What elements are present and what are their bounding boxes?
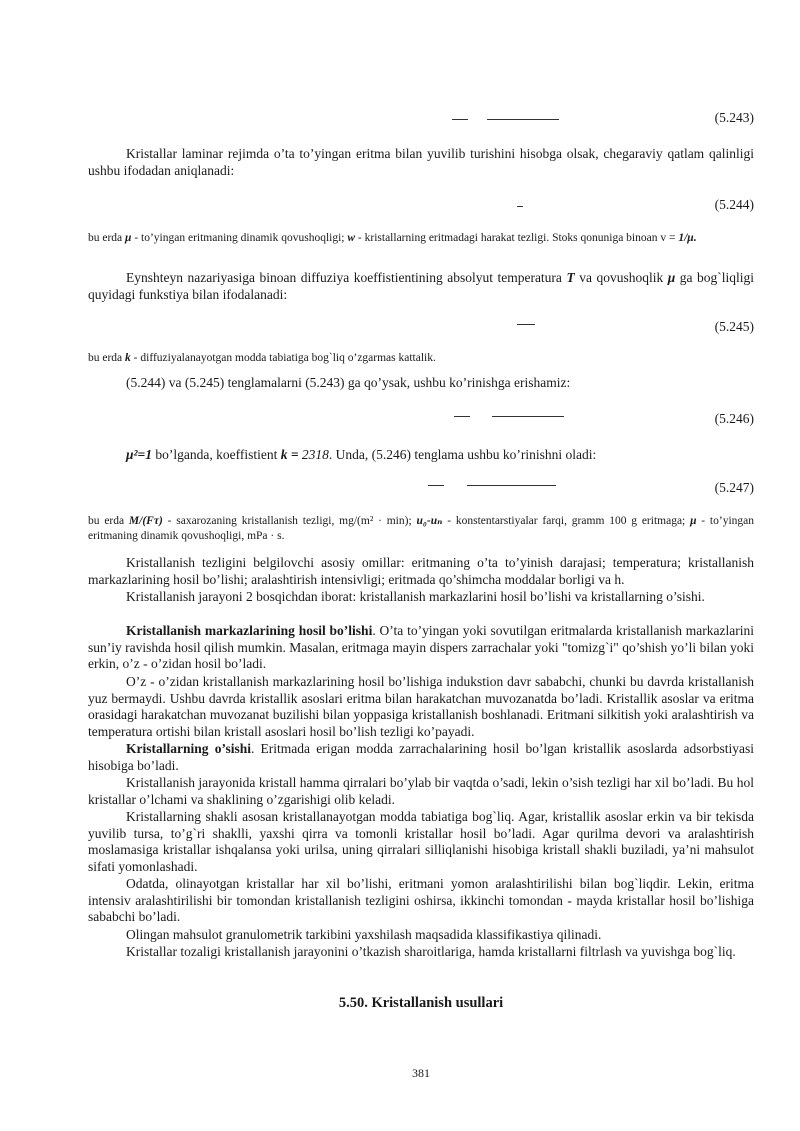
paragraph: Eynshteyn nazariyasiga binoan diffuziya koeffistientining absolyut temperatura T va qovushoqlik μ ga bog`liqligi quyidagi funkstiya bilan ifodalanadi: [88,270,754,302]
paragraph: μ²=1 bo’lganda, koeffistient k = 2318. Unda, (5.246) tenglama ushbu ko’rinishni oladi: [126,447,597,462]
equation-number: (5.246) [714,411,754,426]
paragraph: (5.244) va (5.245) tenglamalarni (5.243) ga qo’ysak, ushbu ko’rinishga erishamiz: [126,375,571,390]
document-page [88,0,754,1131]
equation-note: bu erda k - diffuziyalanayotgan modda tabiatiga bog`liq o’zgarmas kattalik. [88,352,436,364]
page-number: 381 [412,1066,430,1080]
paragraph: Kristallanish jarayonida kristall hamma qirralari bo’ylab bir vaqtda o’sadi, lekin o’sish tezligi har xil bo’ladi. Bu hol kristallar o’lchami va shaklining o’zgarishigi olib keladi. [88,775,754,807]
paragraph: Kristallanish markazlarining hosil bo’lishi. O’ta to’yingan yoki sovutilgan eritmalarda kristallanish markazlarini sun’iy ravishda hosil qilish mumkin. Masalan, eritmaga mayin dispers zarrachalar yoki "tomizg`i" qo’shish yo’li bilan yoki erkin, o’z - o’zidan hosil bo’ladi. [88,623,754,672]
paragraph: Kristallar tozaligi kristallanish jarayonini o’tkazish sharoitlariga, hamda kristallarni filtrlash va yuvishga bog`liq. [126,944,736,959]
paragraph: Kristallar laminar rejimda o’ta to’yingan eritma bilan yuvilib turishini hisobga olsak, chegaraviy qatlam qalinligi ushbu ifodadan aniqlanadi: [88,146,754,178]
fraction-bar [454,416,470,417]
paragraph: Kristallanish tezligini belgilovchi asosiy omillar: eritmaning o’ta to’yinish darajasi; temperatura; kristallanish markazlarining hosil bo’lishi; aralashtirish intensivligi; eritmada qo’shimcha moddalar borligi va h. [88,555,754,587]
fraction-bar [517,324,535,325]
fraction-bar [487,119,559,120]
paragraph: Olingan mahsulot granulometrik tarkibini yaxshilash maqsadida klassifikastiya qilinadi. [126,927,602,942]
equation-5-245 [88,319,754,339]
equation-number: (5.247) [714,480,754,495]
equation-number: (5.245) [714,319,754,334]
fraction-bar [428,485,444,486]
equation-number: (5.243) [714,110,754,125]
fraction-bar [452,119,468,120]
equation-number: (5.244) [714,197,754,212]
paragraph: Kristallarning o’sishi. Eritmada erigan modda zarrachalarining hosil bo’lgan kristallik asoslarda adsorbstiyasi hisobiga bo’ladi. [88,741,754,773]
equation-note: bu erda M/(Fτ) - saxarozaning kristallanish tezligi, mg/(m² · min); u₀-uₙ - konstentarstiyalar farqi, gramm 100 g eritmaga; μ - to’yingan eritmaning dinamik qovushoqligi, mPa · s. [88,515,754,542]
fraction-bar [517,206,523,207]
paragraph: Kristallarning shakli asosan kristallanayotgan modda tabiatiga bog`liq. Agar, kristallik asoslar erkin va bir tekisda yuvilib tursa, to’g`ri shaklli, yaxshi qirra va tomonli kristallar hosil bo’ladi. Agar qurilma devori va aralashtirish moslamasiga kristallar ishqalansa yoki urilsa, uning qirralari silliqlanishi hisobiga kristall shakli buziladi, ya’ni mahsulot sifati yomonlashadi. [88,809,754,874]
equation-5-243 [88,110,754,130]
section-heading: 5.50. Kristallanish usullari [338,995,504,1011]
paragraph: Kristallanish jarayoni 2 bosqichdan iborat: kristallanish markazlarini hosil bo’lishi va kristallarning o’sishi. [126,589,705,604]
paragraph: Odatda, olinayotgan kristallar har xil bo’lishi, eritmani yomon aralashtirilishi bilan bog`liqdir. Lekin, eritma intensiv aralashtirilishi bir tomondan kristallanish tezligini oshirsa, ikkinchi tomondan - mayda kristallar hosil bo’lishiga sababchi bo’ladi. [88,876,754,925]
equation-5-244 [88,197,754,217]
fraction-bar [492,416,564,417]
equation-5-246 [88,411,754,431]
equation-5-247 [88,480,754,500]
equation-note: bu erda μ - to’yingan eritmaning dinamik qovushoqligi; w - kristallarning eritmadagi harakat tezligi. Stoks qonuniga binoan v = 1/μ. [88,232,697,244]
fraction-bar [467,485,556,486]
paragraph: O’z - o’zidan kristallanish markazlarining hosil bo’lishiga indukstion davr sababchi, chunki bu davrda kristallanish yuz bermaydi. Ushbu davrda kristallik asoslari eritma bilan harakatchan muvozanatda bo’ladi. Kristallik asoslar va eritma orasidagi harakatchan muvozanat buzilishi bilan yoppasiga kristallanish boshlanadi. Eritmani silkitish yoki aralashtirish va temperatura ortishi bilan kristall asoslari hosil bo’lish tezligi ko’payadi. [88,674,754,739]
